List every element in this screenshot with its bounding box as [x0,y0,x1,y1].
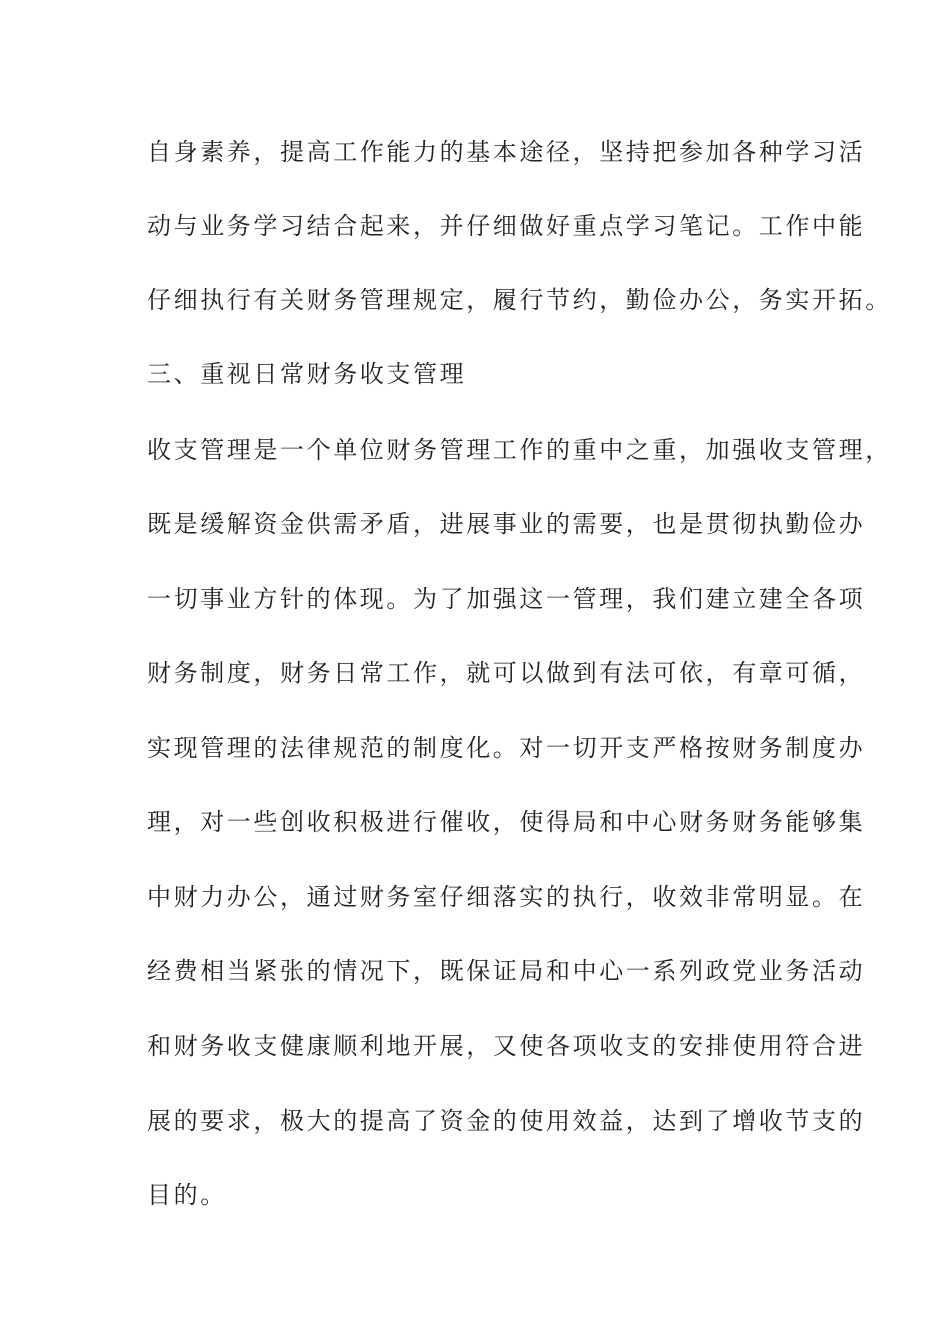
section-heading: 三、重视日常财务收支管理 [147,360,467,388]
text-line-5: 收支管理是一个单位财务管理工作的重中之重，加强收支管理， [147,436,892,464]
text-line-10: 理，对一些创收积极进行催收，使得局和中心财务财务能够集 [147,808,866,836]
text-line-1: 自身素养，提高工作能力的基本途径，坚持把参加各种学习活 [147,138,866,166]
text-line-2: 动与业务学习结合起来，并仔细做好重点学习笔记。工作中能 [147,212,866,240]
text-line-12: 经费相当紧张的情况下，既保证局和中心一系列政党业务活动 [147,957,866,985]
text-line-9: 实现管理的法律规范的制度化。对一切开支严格按财务制度办 [147,734,866,762]
text-line-7: 一切事业方针的体现。为了加强这一管理，我们建立建全各项 [147,585,866,613]
text-line-15: 目的。 [147,1181,227,1209]
text-line-13: 和财务收支健康顺利地开展，又使各项收支的安排使用符合进 [147,1032,866,1060]
text-line-14: 展的要求，极大的提高了资金的使用效益，达到了增收节支的 [147,1107,866,1135]
text-line-11: 中财力办公，通过财务室仔细落实的执行，收效非常明显。在 [147,883,866,911]
text-line-8: 财务制度，财务日常工作，就可以做到有法可依，有章可循， [147,659,866,687]
text-line-3: 仔细执行有关财务管理规定，履行节约，勤俭办公，务实开拓。 [147,286,892,314]
text-line-6: 既是缓解资金供需矛盾，进展事业的需要，也是贯彻执勤俭办 [147,510,866,538]
